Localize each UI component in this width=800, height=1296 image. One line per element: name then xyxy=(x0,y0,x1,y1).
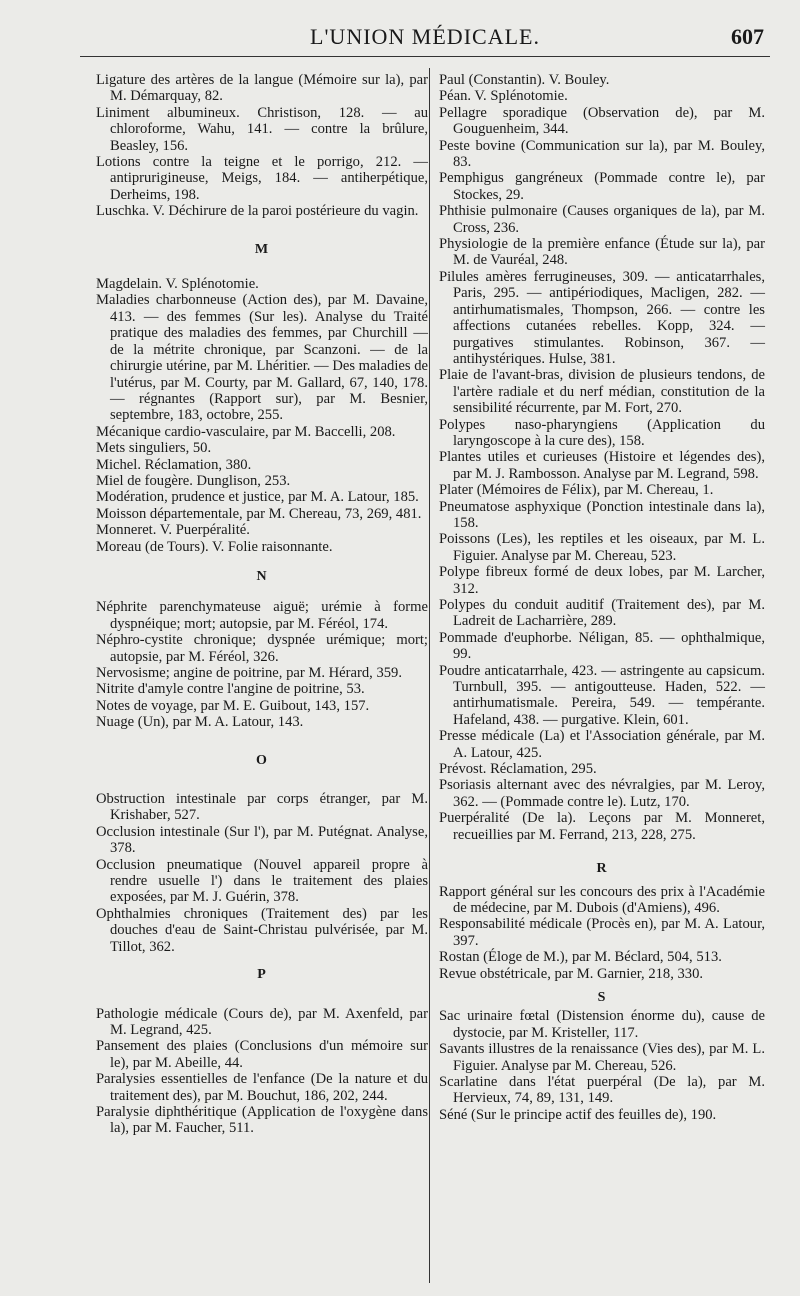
index-entry: Responsabilité médicale (Procès en), par M. A. Latour, 397. xyxy=(439,916,765,949)
index-group-r xyxy=(439,884,765,982)
index-entry: Ligature des artères de la langue (Mémoire sur la), par M. Démarquay, 82. xyxy=(96,72,428,105)
index-entry: Scarlatine dans l'état puerpéral (De la), par M. Hervieux, 74, 89, 131, 149. xyxy=(439,1073,765,1107)
index-entry: Rostan (Éloge de M.), par M. Béclard, 504, 513. xyxy=(439,949,722,966)
index-entry: Nitrite d'amyle contre l'angine de poitrine, 53. xyxy=(96,681,365,698)
index-entry: Nervosisme; angine de poitrine, par M. Hérard, 359. xyxy=(96,665,402,681)
page-number: 607 xyxy=(731,24,764,49)
index-entry: Psoriasis alternant avec des névralgies, par M. Leroy, 362. — (Pommade contre le). Lutz, 170. xyxy=(439,777,765,810)
index-entry: Ophthalmies chroniques (Traitement des) par les douches d'eau de Saint-Christau pulvérisée, par M. Tillot, 362. xyxy=(96,905,428,955)
index-entry: Sac urinaire fœtal (Distension énorme du), cause de dystocie, par M. Kristeller, 117. xyxy=(439,1008,765,1041)
index-entry: Péan. V. Splénotomie. xyxy=(439,88,568,105)
index-entry: Pilules amères ferrugineuses, 309. — anticatarrhales, Paris, 295. — antipériodiques, Macligen, 282. — antirhumatismales, Thompson, 266. — contre les affections cutanées rebelles. Kopp, 324. — purgatives stimulantes. Robinson, 367. — antihystériques. Hulse, 381. xyxy=(439,268,765,367)
index-entry: Plaie de l'avant-bras, division de plusieurs tendons, de l'artère radiale et du nerf médian, constitution de la sensibilité récurrente, par M. Fort, 270. xyxy=(439,367,765,417)
index-entry: Miel de fougère. Dunglison, 253. xyxy=(96,472,291,489)
index-entry: Mets singuliers, 50. xyxy=(96,440,212,457)
index-entry: Puerpéralité (De la). Leçons par M. Monneret, recueillies par M. Ferrand, 213, 228, 275. xyxy=(439,810,765,843)
section-letter-r: R xyxy=(596,861,608,877)
index-entry: Magdelain. V. Splénotomie. xyxy=(96,276,259,293)
index-entry: Néphro-cystite chronique; dyspnée urémique; mort; autopsie, par M. Féréol, 326. xyxy=(96,632,428,665)
index-entry: Occlusion intestinale (Sur l'), par M. Putégnat. Analyse, 378. xyxy=(96,823,428,857)
running-header xyxy=(80,20,770,60)
index-entry: Paul (Constantin). V. Bouley. xyxy=(439,72,610,88)
index-entry: Revue obstétricale, par M. Garnier, 218, 330. xyxy=(439,965,704,982)
index-entry: Liniment albumineux. Christison, 128. — au chloroforme, Wahu, 141. — contre la brûlure, Beasley, 156. xyxy=(96,104,428,154)
index-entry: Michel. Réclamation, 380. xyxy=(96,456,252,473)
index-entry: Presse médicale (La) et l'Association générale, par M. A. Latour, 425. xyxy=(439,728,765,761)
index-entry: Maladies charbonneuse (Action des), par M. Davaine, 413. — des femmes (Sur les). Analyse du Traité pratique des maladies des femmes, par Churchill — de la métrite chronique, par Scanzoni. — de la chirurgie utérine, par M. Lhéritier. — Des maladies de l'utérus, par M. Courty, par M. Gallard, 67, 140, 178. — régnantes (Rapport sur), par M. Besnier, septembre, 183, octobre, 255. xyxy=(96,292,428,424)
index-group-m xyxy=(96,276,428,555)
left-column xyxy=(96,72,428,1137)
section-letter-s: S xyxy=(597,989,607,1005)
index-entry: Lotions contre la teigne et le porrigo, 212. — antiprurigineuse, Meigs, 184. — antiherpétique, Derheims, 198. xyxy=(96,154,428,203)
index-group-p-continued xyxy=(439,72,765,843)
index-entry: Pellagre sporadique (Observation de), par M. Gouguenheim, 344. xyxy=(439,104,765,138)
index-entry: Polypes du conduit auditif (Traitement des), par M. Ladreit de Lacharrière, 289. xyxy=(439,597,765,630)
index-entry: Nuage (Un), par M. A. Latour, 143. xyxy=(96,714,304,731)
index-group-l-continued xyxy=(96,72,428,220)
section-letter-m: M xyxy=(254,241,270,257)
index-group-p xyxy=(96,1006,428,1137)
index-entry: Séné (Sur le principe actif des feuilles de), 190. xyxy=(439,1106,717,1123)
index-entry: Notes de voyage, par M. E. Guibout, 143, 157. xyxy=(96,697,370,714)
index-entry: Savants illustres de la renaissance (Vies des), par M. L. Figuier. Analyse par M. Chereau, 526. xyxy=(439,1041,765,1074)
index-entry: Néphrite parenchymateuse aiguë; urémie à forme dyspnéique; mort; autopsie, par M. Féréol, 174. xyxy=(96,599,428,632)
section-letter-o: O xyxy=(256,752,268,768)
index-entry: Modération, prudence et justice, par M. A. Latour, 185. xyxy=(96,489,419,506)
index-entry: Paralysies essentielles de l'enfance (De la nature et du traitement des), par M. Bouchut, 186, 202, 244. xyxy=(96,1071,428,1104)
section-letter-p: P xyxy=(257,967,267,983)
index-entry: Poudre anticatarrhale, 423. — astringente au capsicum. Turnbull, 395. — antigoutteuse. Haden, 522. — antirhumatismale. Pereira, 549. — tempérante. Hafeland, 438. — purgative. Klein, 601. xyxy=(439,662,765,728)
index-entry: Paralysie diphthéritique (Application de l'oxygène dans la), par M. Faucher, 511. xyxy=(96,1103,428,1137)
index-entry: Pemphigus gangréneux (Pommade contre le), par Stockes, 29. xyxy=(439,170,765,203)
index-entry: Peste bovine (Communication sur la), par M. Bouley, 83. xyxy=(439,137,765,171)
journal-title: L'UNION MÉDICALE. xyxy=(310,24,540,49)
column-divider xyxy=(429,68,430,1283)
index-entry: Obstruction intestinale par corps étranger, par M. Krishaber, 527. xyxy=(96,791,428,824)
index-entry: Moisson départementale, par M. Chereau, 73, 269, 481. xyxy=(96,505,422,522)
header-rule xyxy=(80,56,770,57)
index-entry: Moreau (de Tours). V. Folie raisonnante. xyxy=(96,538,333,555)
index-entry: Polypes naso-pharyngiens (Application du laryngoscope à la cure des), 158. xyxy=(439,416,765,449)
index-entry: Mécanique cardio-vasculaire, par M. Baccelli, 208. xyxy=(96,423,396,440)
index-entry: Phthisie pulmonaire (Causes organiques de la), par M. Cross, 236. xyxy=(439,203,765,236)
index-group-n xyxy=(96,599,428,730)
index-entry: Monneret. V. Puerpéralité. xyxy=(96,522,250,539)
section-letter-n: N xyxy=(256,568,268,584)
index-entry: Pansement des plaies (Conclusions d'un mémoire sur le), par M. Abeille, 44. xyxy=(96,1038,428,1071)
index-entry: Pommade d'euphorbe. Néligan, 85. — ophthalmique, 99. xyxy=(439,629,765,663)
index-entry: Polype fibreux formé de deux lobes, par M. Larcher, 312. xyxy=(439,564,765,597)
index-entry: Rapport général sur les concours des prix à l'Académie de médecine, par M. Dubois (d'Amiens), 496. xyxy=(439,883,765,916)
index-entry: Physiologie de la première enfance (Étude sur la), par M. de Vauréal, 248. xyxy=(439,236,765,269)
index-entry: Pathologie médicale (Cours de), par M. Axenfeld, par M. Legrand, 425. xyxy=(96,1005,428,1038)
index-entry: Plater (Mémoires de Félix), par M. Chereau, 1. xyxy=(439,482,714,499)
index-entry: Pneumatose asphyxique (Ponction intestinale dans la), 158. xyxy=(439,498,765,531)
index-entry: Prévost. Réclamation, 295. xyxy=(439,761,597,778)
index-entry: Plantes utiles et curieuses (Histoire et légendes des), par M. J. Rambosson. Analyse par M. Legrand, 598. xyxy=(439,449,765,482)
index-entry: Poissons (Les), les reptiles et les oiseaux, par M. L. Figuier. Analyse par M. Chereau, 523. xyxy=(439,531,765,564)
index-entry: Luschka. V. Déchirure de la paroi postérieure du vagin. xyxy=(96,203,419,220)
index-group-s xyxy=(439,1008,765,1123)
index-entry: Occlusion pneumatique (Nouvel appareil propre à rendre usuelle l') dans le traitement des plaies exposées, par M. J. Guérin, 378. xyxy=(96,856,428,906)
index-group-o xyxy=(96,791,428,955)
right-column xyxy=(439,72,765,1123)
